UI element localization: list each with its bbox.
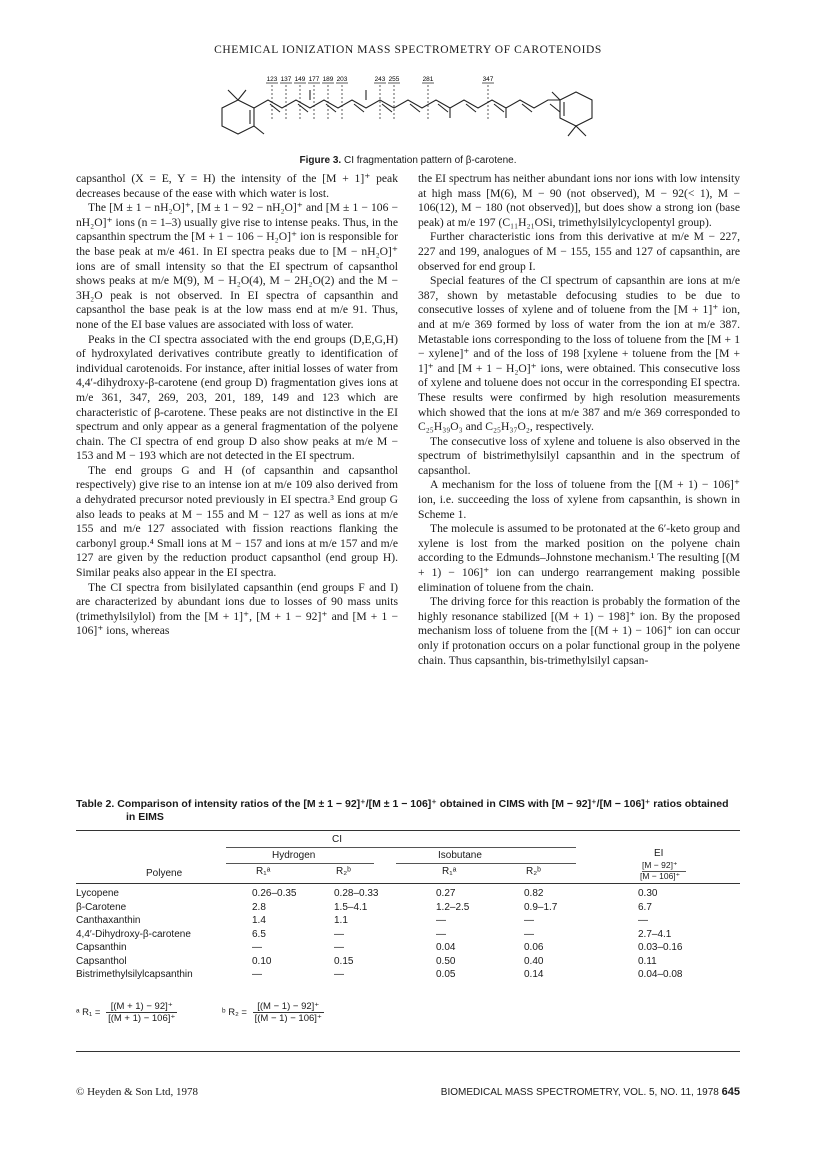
header-hydrogen: Hydrogen: [272, 850, 316, 861]
table-cell: —: [252, 942, 262, 953]
left-column-paragraph: The [M ± 1 − nH₂O]⁺, [M ± 1 − 92 − nH₂O]⁺ and [M ± 1 − 106 − nH₂O]⁺ ions (n = 1–3) usually give rise to intense peaks. Thus, in the capsanthin spectrum the [M + 1 − 106 − H₂O]⁺ ion is responsible for the base peak at m/e 461. In EI spectra peaks due to [M − nH₂O]⁺ ions are of small intensity so that the EI spectrum of capsanthol shows peaks at m/e M(9), M − H₂O(4), M − 2H₂O(2) and the M − 3H₂O peak is not observed. In EI spectra of capsanthin and capsanthol the base peak is at the low mass end at m/e 91. Thus, none of the EI base values are associated with loss of water.: [76, 201, 398, 331]
table-cell: —: [334, 969, 344, 980]
table-cell: 1.4: [252, 915, 266, 926]
table-cell: —: [436, 915, 446, 926]
footnote-b: [222, 1001, 324, 1024]
figure-caption-label: Figure 3.: [299, 155, 342, 166]
footnote-b-denominator: [(M − 1) − 106]⁺: [254, 1013, 322, 1024]
table-top-rule: [76, 830, 740, 831]
table-cell: —: [334, 942, 344, 953]
table-row-label: Canthaxanthin: [76, 915, 141, 926]
right-column-paragraph: A mechanism for the loss of toluene from the [(M + 1) − 106]⁺ ion, i.e. succeeding the loss of xylene from capsanthin, is shown in Scheme 1.: [418, 478, 740, 521]
table-cell: 0.04: [436, 942, 456, 953]
table-title: Table 2. Comparison of intensity ratios of the [M ± 1 − 92]⁺/[M ± 1 − 106]⁺ obtained in CIMS with [M − 92]⁺/[M − 106]⁺ ratios obtained in EIMS: [76, 798, 729, 823]
table-cell: 0.26–0.35: [252, 888, 297, 899]
table-row-label: Lycopene: [76, 888, 119, 899]
mass-label: 149: [294, 76, 306, 83]
left-column-paragraph: The end groups G and H (of capsanthin and capsanthol respectively) give rise to an intense ion at m/e 109 also derived from a dehydrated precursor noted previously in EI spectra.³ End group G also leads to peaks at M − 155 and M − 127 as well as ions at m/e 155 and m/e 127 associated with fission reactions flanking the carbonyl group.⁴ Small ions at M − 157 and ions at m/e 157 and m/e 127 are given by the reduction product capsanthol (end group H). Similar peaks also appear in the EI spectra.: [76, 463, 398, 580]
mass-label: 137: [280, 76, 292, 83]
figure-3: [200, 70, 620, 150]
table-cell: 1.5–4.1: [334, 901, 368, 913]
table-cell: —: [524, 915, 534, 926]
table-row-label: β-Carotene: [76, 901, 127, 913]
table-cell: 0.10: [252, 955, 272, 967]
right-column-paragraph: the EI spectrum has neither abundant ions nor ions with low intensity at high mass [M(6), M − 90 (not observed), M − 92(< 1), M − 106(12), M − 180 (not observed)], but does show a strong ion (base peak) at m/e 197 (C₁₁H₂₁OSi, trimethylsilylcyclopentyl group).: [418, 172, 740, 229]
left-column-paragraph: Peaks in the CI spectra associated with the end groups (D,E,G,H) of hydroxylated derivatives contribute greatly to identification of individual carotenoids. For instance, after initial losses of water from 4,4′-dihydroxy-β-carotene (end group D) fragmentation gives ions at m/e 361, 347, 269, 203, 201, 189, 149 and 123 which are characteristic of β-carotene. These peaks are not distinctive in the EI spectrum and only appear as a general fragmentation of the polyene chain. The CI spectra of end group D also show peaks at m/e M − 153 and M − 193 which are not detected in the EI spectrum.: [76, 332, 398, 463]
right-column-paragraph: Special features of the CI spectrum of capsanthin are ions at m/e 387, shown by metastable defocusing studies to be due to consecutive losses of xylene and of toluene from the [M + 1]⁺ ion, and at m/e 369 formed by loss of water from the ion at m/e 387. Metastable ions corresponding to the loss of toluene from the [M + 1 − xylene]⁺ and of the loss of 198 [xylene + toluene from the [M + 1]⁺ and [M + 1 − H₂O]⁺ ions, were obtained. This consecutive loss of xylene and toluene does not occur in the corresponding EI spectra. These results were confirmed by high resolution measurements which showed that the ions at m/e 387 and m/e 369 corresponded to C₂₅H₃₉O₃ and C₂₅H₃₇O₂, respectively.: [418, 274, 740, 434]
beta-carotene-structure: [200, 70, 620, 150]
right-column-paragraph: The driving force for this reaction is probably the formation of the highly resonance stabilized [(M + 1) − 198]⁺ ion. By the proposed mechanism loss of toluene from the [(M + 1) − 106]⁺ ion can occur only if protonation occurs on a polar functional group in the polyene chain. Thus capsanthin, bis-trimethylsilyl capsan-: [418, 595, 740, 667]
table-cell: 2.7–4.1: [638, 928, 672, 940]
table-cell: 0.40: [524, 955, 544, 967]
footer-journal: [441, 1086, 740, 1098]
footnote-b-numerator: [(M − 1) − 92]⁺: [253, 1001, 324, 1013]
footer-journal-name: BIOMEDICAL MASS SPECTROMETRY, VOL. 5, NO. 11, 1978: [440, 1087, 719, 1098]
table-row-label: 4,4′-Dihydroxy-β-carotene: [76, 928, 191, 940]
table-cell: 0.9–1.7: [524, 901, 558, 913]
mass-label: 203: [336, 76, 348, 83]
table-row-label: Bistrimethylsilylcapsanthin: [76, 969, 193, 980]
polyene-double-bonds: [270, 104, 560, 112]
footer-copyright: © Heyden & Son Ltd, 1978: [76, 1086, 199, 1098]
mass-label: 243: [374, 76, 386, 83]
table-cell: 0.04–0.08: [638, 969, 683, 980]
right-column-paragraph: The consecutive loss of xylene and toluene is also observed in the spectrum of bistrimethylsilyl capsanthin and in the spectrum of capsanthol.: [418, 434, 740, 477]
header-isobutane-r1: R₁ᵃ: [442, 866, 457, 877]
left-gem-dimethyl: [228, 90, 246, 100]
header-polyene: Polyene: [146, 868, 183, 879]
table-cell: 0.28–0.33: [334, 888, 379, 899]
header-hydrogen-r2: R₂ᵇ: [336, 866, 351, 877]
right-column-paragraph: Further characteristic ions from this derivative at m/e M − 227, 227 and 199, analogues of M − 155, 155 and 127 of capsanthin, are observed for end group I.: [418, 230, 740, 273]
right-column: [418, 172, 740, 668]
mass-label: 189: [322, 76, 334, 83]
table-cell: —: [524, 928, 534, 940]
table-cell: 0.30: [638, 888, 658, 899]
right-column-paragraph: The molecule is assumed to be protonated at the 6′-keto group and xylene is lost from the marked position on the polyene chain according to the Edmunds–Johnstone mechanism.¹ The resulting [(M + 1) − 106]⁺ ion can undergo rearrangement making possible elimination of toluene from the chain.: [418, 522, 740, 594]
table-body: [76, 834, 740, 1034]
mass-label: 347: [482, 76, 494, 83]
table-cell: —: [436, 928, 446, 940]
footnote-a-numerator: [(M + 1) − 92]⁺: [106, 1001, 177, 1013]
footnote-a: [76, 1001, 177, 1024]
mass-label: 255: [388, 76, 400, 83]
header-ei: EI: [654, 848, 664, 859]
table-cell: 0.06: [524, 942, 544, 953]
left-ring-methyl: [254, 126, 264, 134]
table-cell: 0.27: [436, 888, 456, 899]
right-ring-methyl: [552, 92, 560, 100]
table-2: [76, 798, 740, 1024]
mass-label: 123: [266, 76, 278, 83]
table-cell: 0.14: [524, 969, 544, 980]
mass-label: 177: [308, 76, 320, 83]
footnote-a-label: ᵃ R₁ =: [76, 1007, 101, 1019]
table-cell: 6.7: [638, 901, 652, 913]
table-cell: —: [638, 915, 648, 926]
right-gem-dimethyl: [568, 126, 586, 136]
header-isobutane: Isobutane: [438, 850, 482, 861]
table-cell: 1.1: [334, 915, 348, 926]
header-hydrogen-r1: R₁ᵃ: [256, 866, 271, 877]
left-column: [76, 172, 398, 639]
left-ring: [222, 100, 254, 134]
right-ring: [560, 92, 592, 126]
table-cell: —: [252, 969, 262, 980]
table-cell: 2.8: [252, 901, 266, 913]
mass-label: 281: [422, 76, 434, 83]
header-ei-denominator: [M − 106]⁺: [640, 871, 681, 881]
header-ei-numerator: [M − 92]⁺: [642, 860, 678, 870]
footnote-a-denominator: [(M + 1) − 106]⁺: [108, 1013, 176, 1024]
table-cell: 0.50: [436, 955, 456, 967]
table-cell: 0.82: [524, 888, 544, 899]
header-isobutane-r2: R₂ᵇ: [526, 866, 541, 877]
table-cell: 0.15: [334, 955, 354, 967]
table-cell: 0.11: [638, 955, 657, 967]
table-cell: 6.5: [252, 928, 266, 940]
figure-caption: [0, 155, 816, 166]
page-number: 645: [721, 1086, 740, 1098]
table-cell: 0.05: [436, 969, 456, 980]
left-column-paragraph: The CI spectra from bisilylated capsanthin (end groups F and I) are characterized by abundant ions due to losses of 90 mass units (trimethylsilylol) from the [M + 1]⁺, [M + 1 − 92]⁺ and [M + 1 − 106]⁺ ions, whereas: [76, 580, 398, 638]
left-column-paragraph: capsanthol (X = E, Y = H) the intensity of the [M + 1]⁺ peak decreases because of the ease with which water is lost.: [76, 172, 398, 200]
figure-caption-text: CI fragmentation pattern of β-carotene.: [343, 155, 517, 166]
table-cell: 0.03–0.16: [638, 942, 683, 953]
chain-methyls: [310, 90, 506, 118]
header-ci: CI: [332, 834, 342, 845]
table-cell: 1.2–2.5: [436, 901, 470, 913]
table-bottom-rule: [76, 1051, 740, 1052]
table-cell: —: [334, 928, 344, 940]
footnote-b-label: ᵇ R₂ =: [222, 1007, 247, 1019]
table-row-label: Capsanthol: [76, 955, 127, 967]
table-row-label: Capsanthin: [76, 942, 127, 953]
running-head: CHEMICAL IONIZATION MASS SPECTROMETRY OF CAROTENOIDS: [214, 44, 602, 56]
